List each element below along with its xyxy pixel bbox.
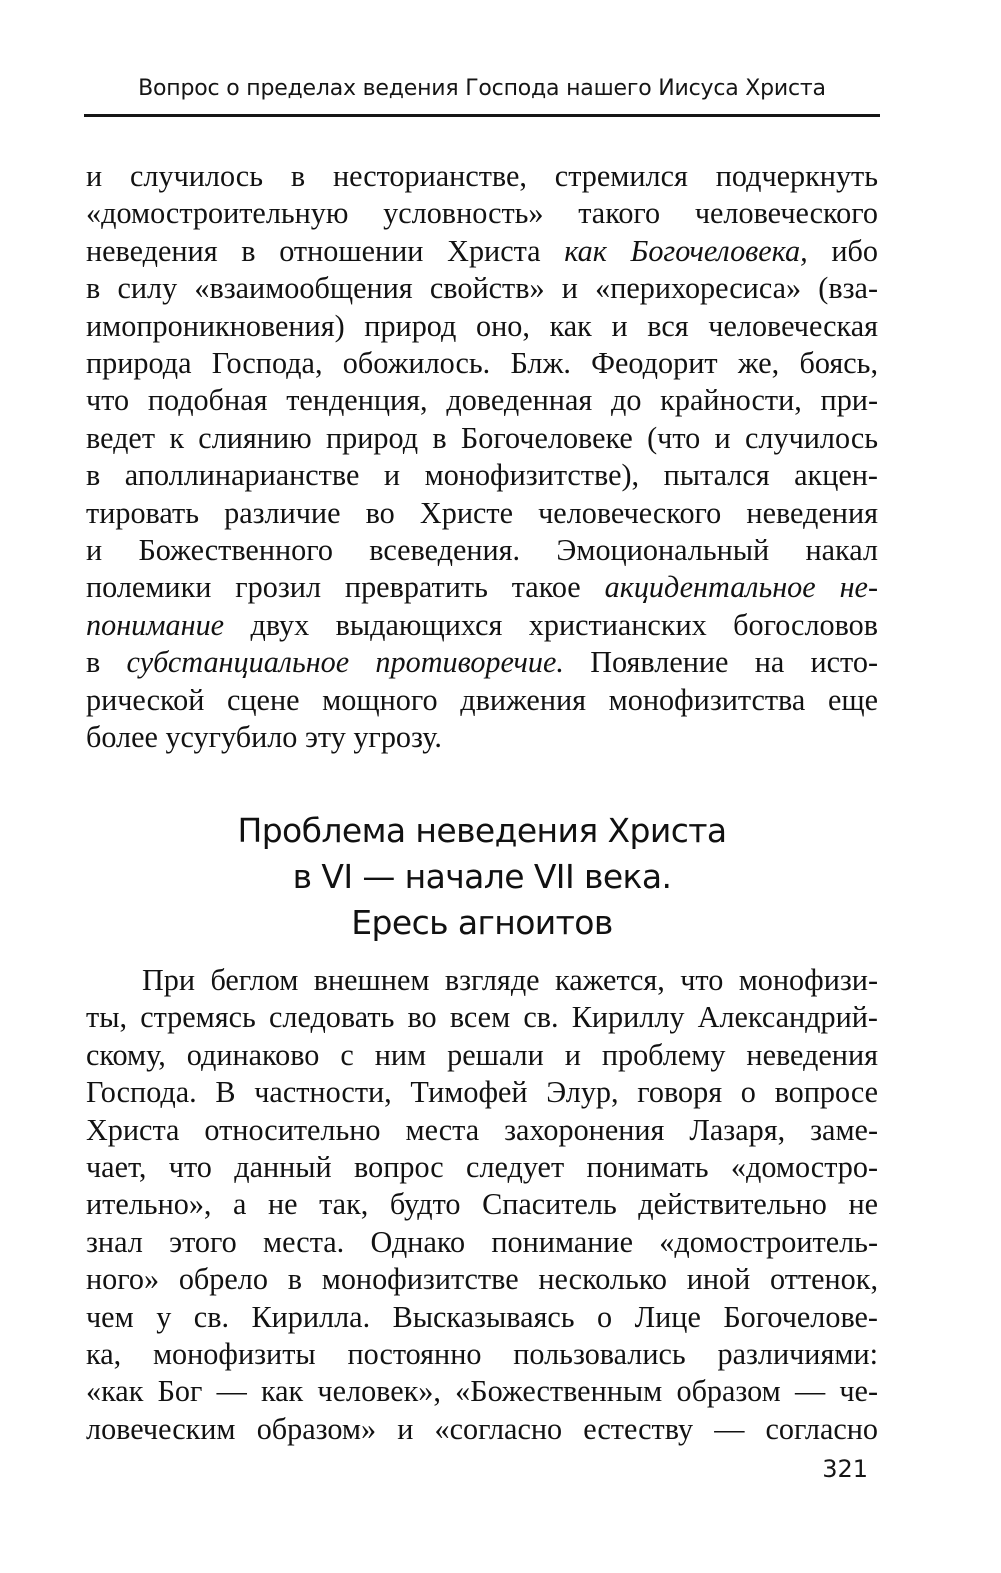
text-line: ка, монофизиты постоянно пользовались различиями: <box>86 1337 878 1372</box>
page-number: 321 <box>822 1455 868 1483</box>
text-line: ловеческим образом» и «согласно естеству — согласно <box>86 1411 878 1446</box>
text-line: знал этого места. Однако понимание «домостроитель- <box>86 1224 878 1259</box>
text-line: ты, стремясь следовать во всем св. Кириллу Александрий- <box>86 1000 878 1035</box>
text-line: чает, что данный вопрос следует понимать «домостро- <box>86 1150 878 1185</box>
text-line: скому, одинаково с ним решали и проблему неведения <box>86 1037 878 1072</box>
text-line: имопроникновения) природ оно, как и вся человеческая <box>86 308 878 343</box>
text-line: Христа относительно места захоронения Лазаря, заме- <box>86 1112 878 1147</box>
text-line: ительно», а не так, будто Спаситель действительно не <box>86 1187 878 1222</box>
text-line: чем у св. Кирилла. Высказываясь о Лице Богочелове- <box>86 1299 878 1334</box>
text-line: природа Господа, обожилось. Блж. Феодорит же, боясь, <box>86 346 878 381</box>
text-line: ного» обрело в монофизитстве несколько иной оттенок, <box>86 1262 878 1297</box>
heading-line: в VI — начале VII века. <box>292 857 672 896</box>
text-line: «как Бог — как человек», «Божественным образом — че- <box>86 1374 878 1409</box>
text-line: и случилось в несторианстве, стремился подчеркнуть <box>86 159 878 193</box>
text-line: в силу «взаимообщения свойств» и «перихоресиса» (вза- <box>86 271 878 306</box>
text-line: полемики грозил превратить такое акцидентальное не- <box>86 570 878 605</box>
header-rule <box>84 114 880 117</box>
text-line: что подобная тенденция, доведенная до крайности, при- <box>86 383 878 418</box>
italic-phrase: как Богочеловека, <box>564 233 808 268</box>
text-line: неведения в отношении Христа как Богочеловека, ибо <box>86 233 878 268</box>
text-line: «домостроительную условность» такого человеческого <box>86 196 878 231</box>
section-heading <box>86 808 878 946</box>
text-line: в субстанциальное противоречие. Появление на исто- <box>86 645 879 680</box>
heading-line: Ересь агноитов <box>351 903 613 942</box>
text-line: в аполлинарианстве и монофизитстве), пытался акцен- <box>86 458 878 493</box>
italic-phrase: акцидентальное не- <box>604 570 878 605</box>
text-line: При беглом внешнем взгляде кажется, что монофизи- <box>142 963 878 997</box>
paragraph-2 <box>86 962 878 1448</box>
running-head: Вопрос о пределах ведения Господа нашего Иисуса Христа <box>138 76 826 101</box>
text-line: ведет к слиянию природ в Богочеловеке (что и случилось <box>86 420 878 455</box>
text-line: рической сцене мощного движения монофизитства еще <box>86 682 878 717</box>
text-line: Господа. В частности, Тимофей Элур, говоря о вопросе <box>86 1075 878 1110</box>
italic-phrase: субстанциальное противоречие. <box>126 645 564 680</box>
text-line: понимание двух выдающихся христианских богословов <box>86 607 878 642</box>
text-line: и Божественного всеведения. Эмоциональный накал <box>86 533 878 568</box>
paragraph-1 <box>86 158 878 757</box>
heading-line: Проблема неведения Христа <box>237 811 727 850</box>
text-line: тировать различие во Христе человеческого неведения <box>86 495 878 530</box>
italic-phrase: понимание <box>86 607 225 642</box>
text-line: более усугубило эту угрозу. <box>86 720 442 755</box>
